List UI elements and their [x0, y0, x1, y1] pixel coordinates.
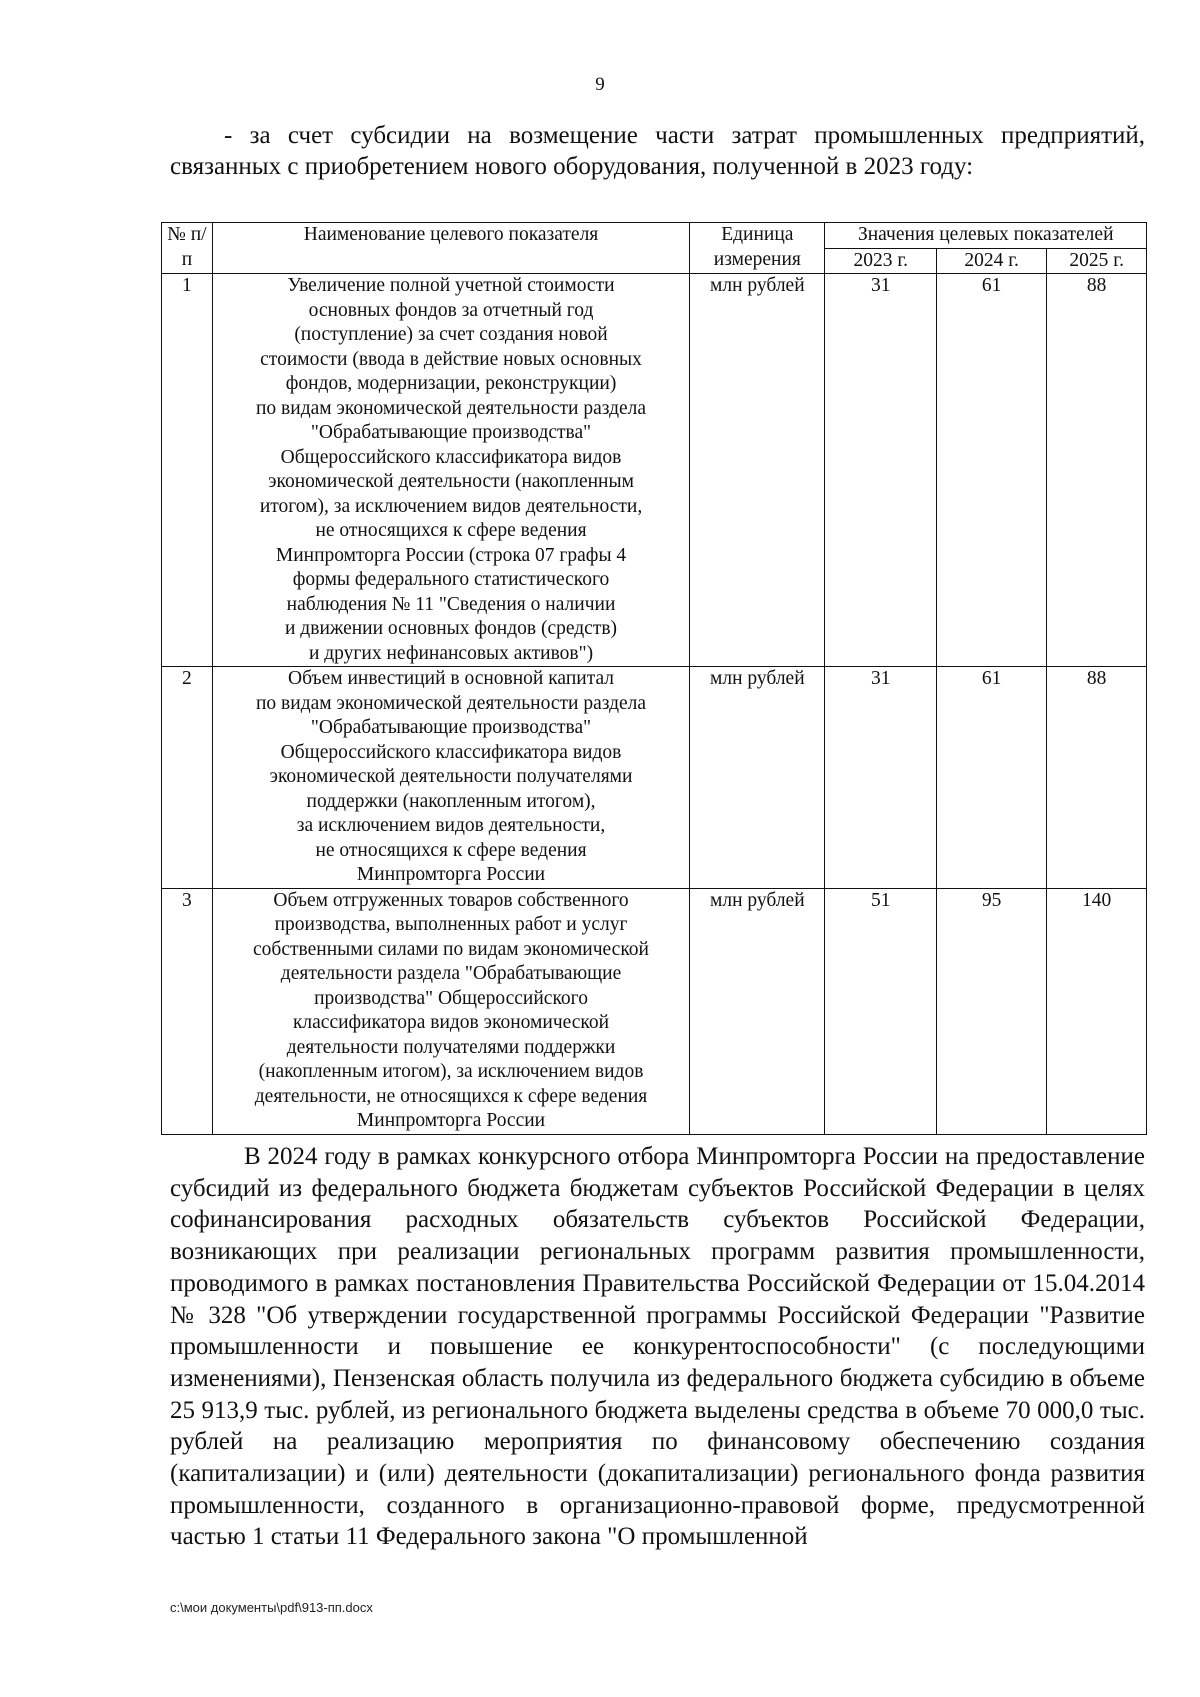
row-value-cell: 61: [936, 274, 1046, 667]
row-name-line: не относящихся к сфере ведения: [315, 839, 587, 861]
row-name-line: стоимости (ввода в действие новых основных: [260, 348, 642, 370]
row-name-line: собственными силами по видам экономической: [253, 938, 649, 960]
target-indicators-table: [161, 222, 1147, 1135]
closing-paragraph: В 2024 году в рамках конкурсного отбора Минпромторга России на предоставление субсидий из федерального бюджета бюджетам субъектов Российской Федерации в целях софинансирования расходных обязательств субъектов Российской Федерации, возникающих при реализации региональных программ развития промышленности, проводимого в рамках постановления Правительства Российской Федерации от 15.04.2014 № 328 "Об утверждении государственной программы Российской Федерации "Развитие промышленности и повышение ее конкурентоспособности" (с последующими изменениями), Пензенская область получила из федерального бюджета субсидию в объеме 25 913,9 тыс. рублей, из регионального бюджета выделены средства в объеме 70 000,0 тыс. рублей на реализацию мероприятия по финансовому обеспечению создания (капитализации) и (или) деятельности (докапитализации) регионального фонда развития промышленности, созданного в организационно-правовой форме, предусмотренной частью 1 статьи 11 Федерального закона "О промышленной: [170, 1143, 1145, 1551]
row-value-cell: 31: [825, 274, 936, 667]
header-values-group: Значения целевых показателей: [825, 223, 1147, 249]
row-name-line: по видам экономической деятельности раздела: [255, 397, 647, 419]
row-num-cell: 2: [162, 667, 213, 889]
row-value-cell: 88: [1047, 667, 1147, 889]
row-value-cell: 51: [825, 888, 936, 1134]
row-name-line: Минпромторга России: [356, 1110, 546, 1131]
row-name-line: за исключением видов деятельности,: [296, 815, 606, 836]
row-name-line: деятельности получателями поддержки: [286, 1036, 616, 1058]
page-number: 9: [595, 74, 605, 95]
row-name-line: деятельности, не относящихся к сфере ведения: [254, 1085, 648, 1107]
row-name-cell: [212, 667, 689, 889]
row-unit-cell: млн рублей: [690, 274, 825, 667]
row-name-line: (поступление) за счет создания новой: [294, 324, 608, 345]
row-unit-cell: млн рублей: [690, 888, 825, 1134]
header-year-2025: 2025 г.: [1047, 248, 1147, 274]
row-value-cell: 61: [936, 667, 1046, 889]
header-name: Наименование целевого показателя: [212, 223, 689, 274]
row-name-cell: [212, 888, 689, 1134]
row-name-cell: [212, 274, 689, 667]
table-row: [162, 667, 1147, 889]
intro-paragraph: - за счет субсидии на возмещение части затрат промышленных предприятий, связанных с приобретением нового оборудования, полученной в 2023 году:: [170, 122, 1145, 180]
row-name-line: итогом), за исключением видов деятельности,: [259, 495, 643, 517]
row-name-line: фондов, модернизации, реконструкции): [285, 373, 617, 394]
row-name-line: классификатора видов экономической: [292, 1012, 610, 1033]
row-name-line: экономической деятельности (накопленным: [268, 471, 634, 492]
row-name-line: Объем отгруженных товаров собственного: [273, 889, 629, 911]
header-year-2023: 2023 г.: [825, 248, 936, 274]
row-name-line: не относящихся к сфере ведения: [315, 520, 587, 541]
row-name-line: и движении основных фондов (средств): [285, 618, 618, 639]
row-num-cell: 3: [162, 888, 213, 1134]
row-name-line: Минпромторга России: [356, 864, 546, 885]
row-value-cell: 95: [936, 888, 1046, 1134]
header-unit: Единица измерения: [690, 223, 825, 274]
row-name-line: поддержки (накопленным итогом),: [306, 790, 596, 812]
row-name-line: и других нефинансовых активов"): [308, 642, 594, 664]
row-name-line: Общероссийского классификатора видов: [280, 446, 622, 468]
table-row: [162, 888, 1147, 1134]
table-row: [162, 274, 1147, 667]
row-name-line: (накопленным итогом), за исключением видов: [258, 1061, 644, 1082]
row-unit-cell: млн рублей: [690, 667, 825, 889]
footer-file-path: c:\мои документы\pdf\913-пп.docx: [170, 1600, 373, 1615]
header-num: № п/п: [162, 223, 213, 274]
row-name-line: "Обрабатывающие производства": [310, 422, 592, 443]
row-name-line: основных фондов за отчетный год: [308, 299, 594, 321]
row-name-line: Общероссийского классификатора видов: [280, 741, 622, 763]
row-value-cell: 88: [1047, 274, 1147, 667]
row-name-line: производства" Общероссийского: [314, 987, 588, 1009]
row-name-line: формы федерального статистического: [292, 569, 610, 590]
row-name-line: "Обрабатывающие производства": [310, 717, 592, 738]
row-name-line: по видам экономической деятельности раздела: [255, 692, 647, 714]
row-name-line: Увеличение полной учетной стоимости: [287, 275, 615, 296]
row-name-line: экономической деятельности получателями: [269, 766, 633, 787]
row-name-line: Объем инвестиций в основной капитал: [288, 668, 615, 689]
row-name-line: наблюдения № 11 "Сведения о наличии: [286, 593, 616, 615]
row-value-cell: 140: [1047, 888, 1147, 1134]
row-name-line: производства, выполненных работ и услуг: [274, 914, 628, 935]
row-name-line: деятельности раздела "Обрабатывающие: [280, 963, 622, 984]
row-name-line: Минпромторга России (строка 07 графы 4: [275, 544, 627, 566]
row-value-cell: 31: [825, 667, 936, 889]
table-body: [162, 274, 1147, 1135]
header-year-2024: 2024 г.: [936, 248, 1046, 274]
row-num-cell: 1: [162, 274, 213, 667]
